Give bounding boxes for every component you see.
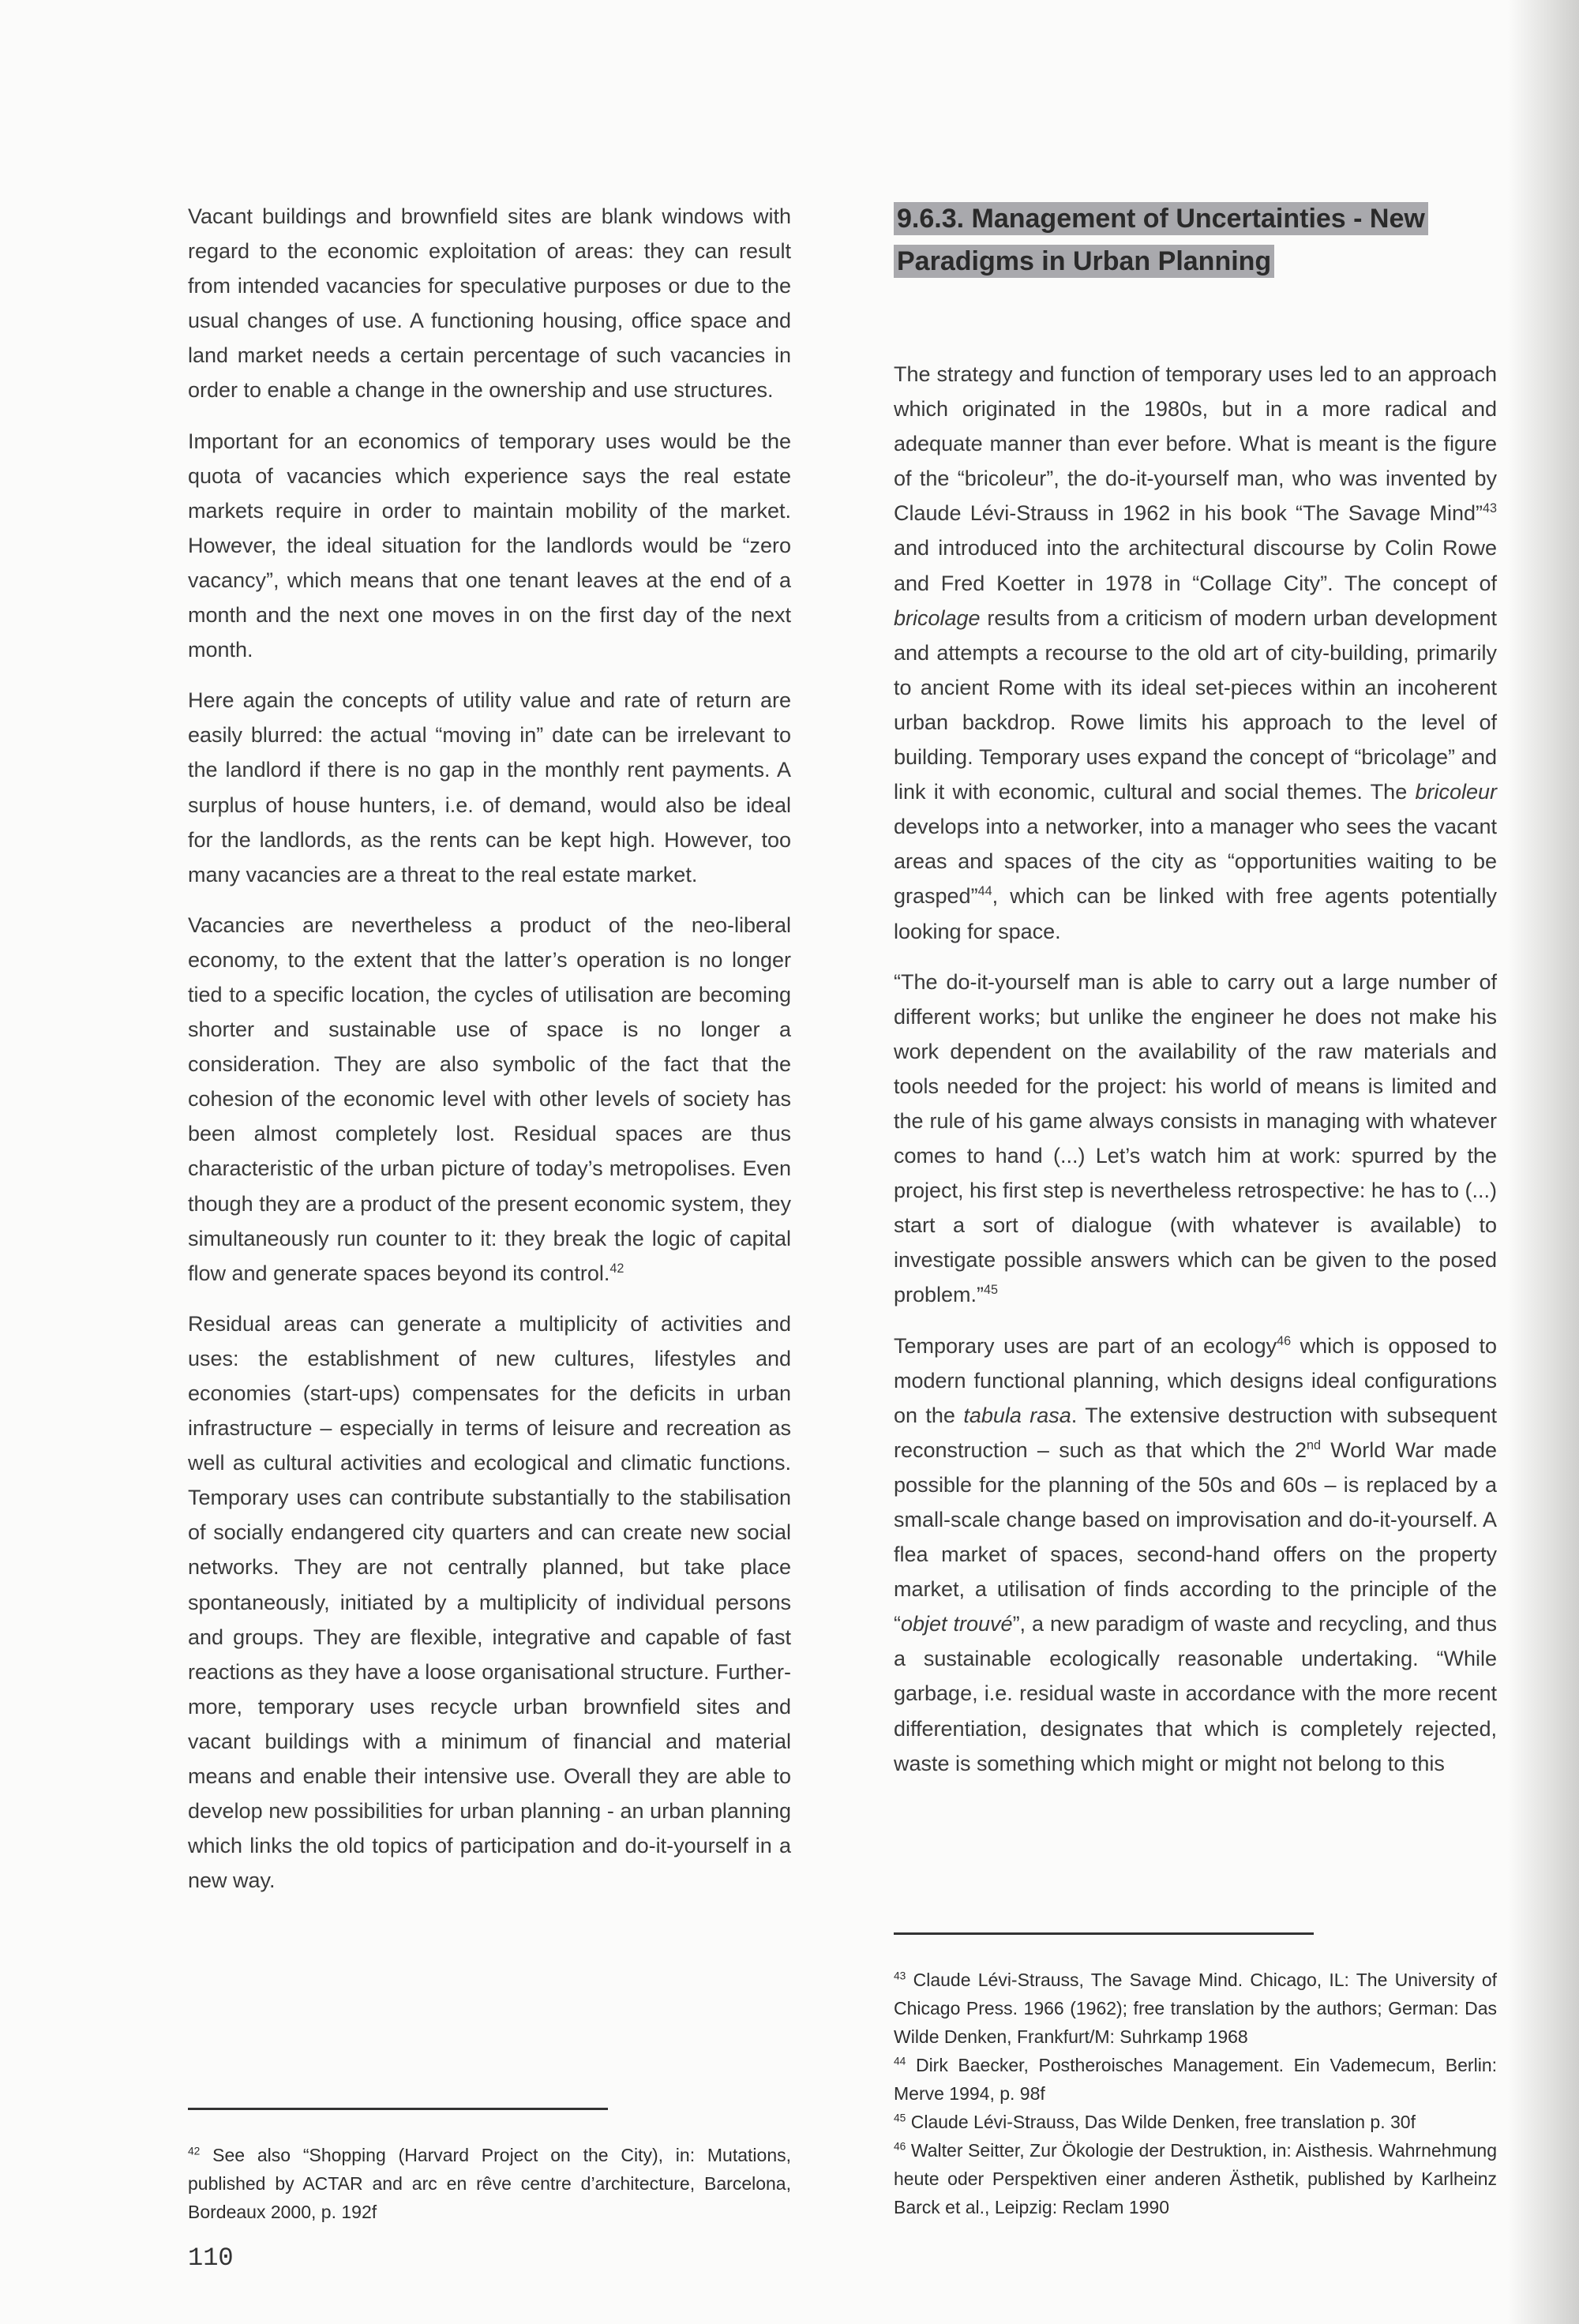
text-run: results from a criticism of modern urban development and attempts a recourse to the old art of city-building, primarily to ancient Rome with its ideal set-pieces within an incoherent urban backdrop. Rowe limits his approach to the level of building. Temporary uses expand the concept of “bricolage” and link it with economic, cultural and social themes. The (894, 605, 1497, 804)
footnote-text: Claude Lévi-Strauss, Das Wilde Denken, free translation p. 30f (910, 2112, 1416, 2132)
footnote-rule-left (188, 2108, 608, 2110)
text-run: The strategy and function of temporary uses led to an approach which originated in the 1980s, but in a more radical and adequate manner than ever before. What is meant is the figure of the “bricoleur”, the do-it-yourself man, who was invented by Claude Lévi-Strauss in 1962 in his book “The Savage Mind” (894, 362, 1497, 526)
text-run: . The extensive destruction with subsequent reconstruction – such as that which the 2 (894, 1403, 1497, 1462)
right-paragraph-2-quote (894, 965, 1497, 1313)
text-run: “The do-it-yourself man is able to carry out a large number of different works; but unlike the engineer he does not make his work dependent on the availability of the raw materials and tools needed for the project: his world of means is limited and the rule of his game always consists in managing with whatever comes to hand (...) Let’s watch him at work: spurred by the project, his first step is nevertheless retrospective: he has to (...) start a sort of dialogue (with whatever is available) to investigate possible answers which can be given to the posed problem.” (894, 969, 1497, 1307)
left-paragraph-2: Important for an economics of temporary uses would be the quota of vacancies which experience says the real estate markets require in order to maintain mobility of the market. However, the ideal situation for the landlords would be “zero vacancy”, which means that one tenant leaves at the end of a month and the next one moves in on the first day of the next month. (188, 429, 791, 662)
right-column (894, 357, 1497, 1797)
left-paragraph-4 (188, 908, 791, 1291)
page-number: 110 (188, 2243, 234, 2273)
text-run: , which can be linked with free agents potentially looking for space. (894, 884, 1497, 943)
footnote-ref-44[interactable]: 44 (977, 884, 992, 899)
right-paragraph-3 (894, 1329, 1497, 1781)
italic-term: objet trouvé (901, 1612, 1013, 1636)
footnote-text: Claude Lévi-Strauss, The Savage Mind. Chicago, IL: The University of Chicago Press. 1966 (1962); free translation by the authors; German: Das Wilde Denken, Frankfurt/M: Suhrkamp 1968 (894, 1970, 1498, 2047)
left-paragraph-4-text: Vacancies are nevertheless a product of the neo-liberal economy, to the extent that the latter’s operation is no longer tied to a specific location, the cycles of utilisation are becoming shorter and sustainable use of space is no longer a consideration. They are also symbolic of the fact that the cohesion of the economic level with other levels of society has been almost completely lost. Residual spaces are thus characteristic of the urban picture of today’s metropolises. Even though they are a product of the present economic system, they simultaneously run counter to it: they break the logic of capital flow and generate spaces beyond its control. (188, 913, 791, 1285)
footnote-number: 45 (894, 2112, 906, 2124)
left-paragraph-1: Vacant buildings and brownfield sites are blank windows with regard to the economic exploitation of areas: they can result from intended vacancies for speculative purposes or due to the usual changes of use. A functioning housing, office space and land market needs a certain percentage of such vacancies in order to enable a change in the ownership and use structures. (188, 204, 791, 403)
footnote-43 (894, 1966, 1497, 2051)
text-run: ”, a new paradigm of waste and recycling, and thus a sustainable ecologically reasonable undertaking. “While garbage, i.e. residual waste in accordance with the more recent differentiation, designates that which is completely rejected, waste is something which might or might not belong to this (894, 1612, 1498, 1775)
italic-term: tabula rasa (963, 1403, 1071, 1427)
footnote-ref-43[interactable]: 43 (1482, 501, 1497, 516)
section-heading (894, 197, 1470, 283)
footnote-45 (894, 2108, 1497, 2136)
footnote-text: Walter Seitter, Zur Ökologie der Destruktion, in: Aisthesis. Wahrnehmung heute oder Perspektiven einer anderen Ästhetik, published by Karlheinz Barck et al., Leipzig: Reclam 1990 (894, 2140, 1497, 2217)
left-paragraph-5: Residual areas can generate a multiplicity of activities and uses: the establishment of new cultures, lifestyles and economies (start-ups) compensates for the deficits in urban infrastructure – especially in terms of leisure and recreation as well as cultural activities and ecological and climatic functions. Temporary uses can contribute substantially to the stabilisation of socially endangered city quarters and can create new social networks. They are not centrally planned, but take place spontaneously, initiated by a multiplicity of individual persons and groups. They are flexible, integrative and capable of fast reactions as they have a loose organisational structure. Furthermore, temporary uses recycle urban brownfield sites and vacant buildings with a minimum of financial and material means and enable their intensive use. Overall they are able to develop new possibilities for urban planning - an urban planning which links the old topics of participation and do-it-yourself in a new way. (188, 1311, 791, 1893)
page-edge-shadow (1508, 0, 1579, 2324)
footnote-number: 43 (894, 1970, 906, 1982)
footnote-ref-46[interactable]: 46 (1277, 1333, 1292, 1348)
footnote-46 (894, 2136, 1497, 2221)
footnote-text: Dirk Baecker, Postheroisches Management. Ein Vademecum, Berlin: Merve 1994, p. 98f (894, 2055, 1497, 2104)
footnote-44 (894, 2051, 1497, 2108)
text-run: develops into a networker, into a manager who sees the vacant areas and spaces of the city as “opportunities waiting to be grasped” (894, 815, 1497, 909)
footnote-42 (188, 2141, 791, 2226)
section-heading-text: 9.6.3. Management of Uncertainties - New Paradigms in Urban Planning (894, 202, 1428, 278)
text-run: World War made possible for the planning of the 50s and 60s – is replaced by a small-scale change based on improvisation and do-it-yourself. A flea market of spaces, second-hand offers on the property market, a utilisation of finds according to the principle of the “ (894, 1438, 1497, 1636)
right-footnotes (894, 1966, 1497, 2221)
text-run: which is opposed to modern functional planning, which designs ideal configurations on the (894, 1333, 1497, 1427)
footnote-number: 42 (188, 2145, 201, 2157)
ordinal-suffix: nd (1306, 1438, 1321, 1452)
italic-term: bricoleur (1415, 780, 1497, 804)
text-run: and introduced into the architectural discourse by Colin Rowe and Fred Koetter in 1978 in “Collage City”. The concept of (894, 536, 1497, 595)
footnote-ref-45[interactable]: 45 (984, 1283, 999, 1298)
italic-term: bricolage (894, 605, 981, 630)
left-paragraph-3: Here again the concepts of utility value and rate of return are easily blurred: the actual “moving in” date can be irrelevant to the landlord if there is no gap in the monthly rent payments. A surplus of house hunters, i.e. of demand, would also be ideal for the landlords, as the rents can be kept high. However, too many vacancies are a threat to the real estate market. (188, 688, 791, 886)
left-footnotes (188, 2141, 791, 2226)
right-paragraph-1 (894, 357, 1497, 949)
footnote-number: 46 (894, 2140, 906, 2153)
left-column (188, 199, 791, 1914)
text-run: Temporary uses are part of an ecology (894, 1333, 1277, 1358)
footnote-text: See also “Shopping (Harvard Project on the City), in: Mutations, published by ACTAR and arc en rêve centre d’architecture, Barcelona, Bordeaux 2000, p. 192f (188, 2145, 792, 2222)
footnote-rule-right (894, 1932, 1314, 1935)
footnote-ref-42[interactable]: 42 (609, 1261, 624, 1276)
footnote-number: 44 (894, 2055, 906, 2067)
